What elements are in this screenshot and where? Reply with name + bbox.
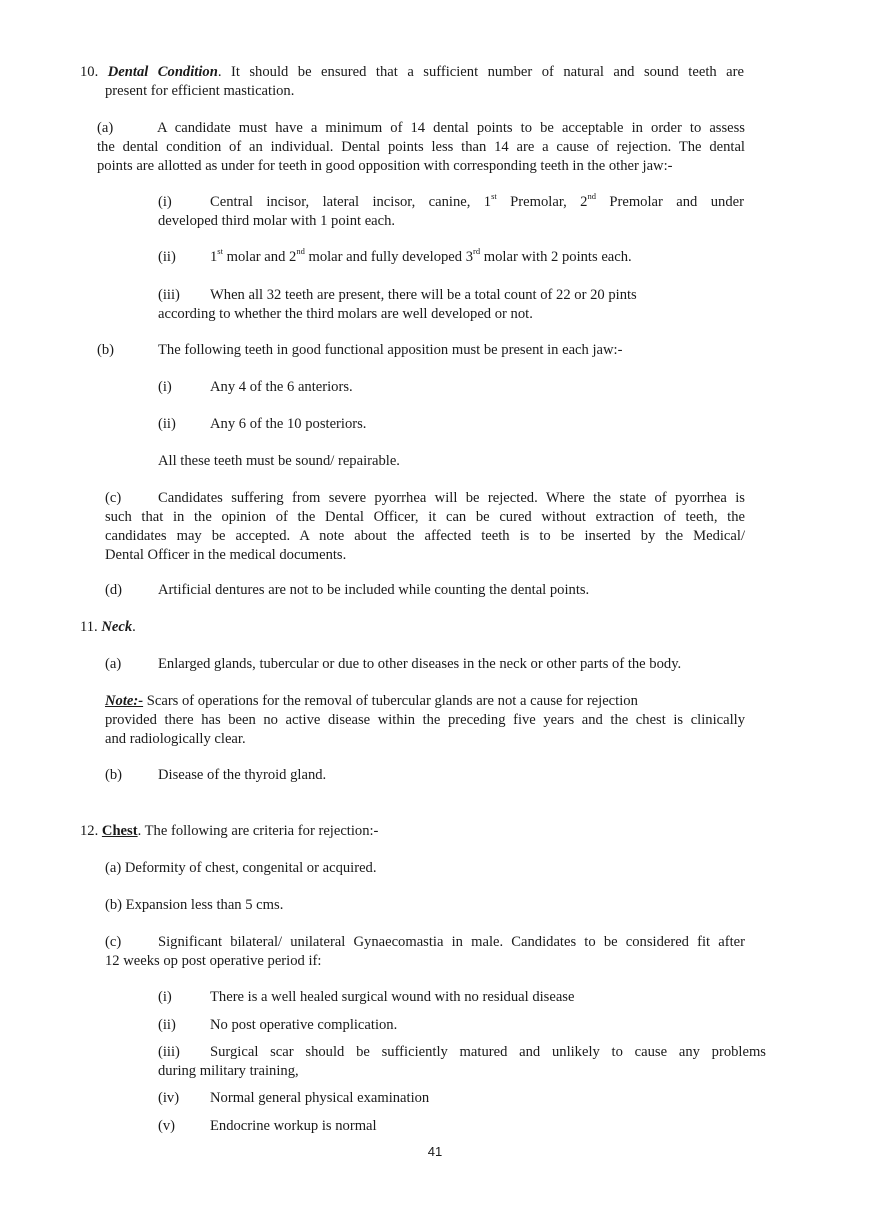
section-title: Neck bbox=[101, 619, 133, 635]
para-10a: (a) A candidate must have a minimum of 14 dental points to be acceptable in order to assess the dental condition of an individual. Dental points less than 14 are a cause of rejection. The dental points are allotted as under for teeth in good opposition with corresponding teeth in the other jaw:- bbox=[97, 120, 745, 174]
para-12a: (a) Deformity of chest, congenital or acquired. bbox=[105, 860, 377, 876]
para-12c-ii: (ii) No post operative complication. bbox=[158, 1017, 398, 1033]
para-10a-ii: (ii) 1st molar and 2nd molar and fully developed 3rd molar with 2 points each. bbox=[158, 246, 632, 265]
section-10-intro-cont: present for efficient mastication. bbox=[105, 83, 295, 99]
section-10-heading bbox=[80, 63, 744, 82]
para-10b: (b) The following teeth in good functional apposition must be present in each jaw:- bbox=[97, 342, 623, 358]
para-12c-iv: (iv) Normal general physical examination bbox=[158, 1090, 430, 1106]
para-10b-note: All these teeth must be sound/ repairable. bbox=[158, 453, 400, 469]
para-11b: (b) Disease of the thyroid gland. bbox=[105, 767, 327, 783]
para-12c-v: (v) Endocrine workup is normal bbox=[158, 1118, 377, 1134]
para-10a-iii: (iii) When all 32 teeth are present, there will be a total count of 22 or 20 pints according to whether the third molars are well developed or not. bbox=[158, 287, 637, 322]
para-11a: (a) Enlarged glands, tubercular or due to other diseases in the neck or other parts of the body. bbox=[105, 656, 682, 672]
para-12b: (b) Expansion less than 5 cms. bbox=[105, 897, 284, 913]
para-10b-ii: (ii) Any 6 of the 10 posteriors. bbox=[158, 416, 367, 432]
para-10b-i: (i) Any 4 of the 6 anteriors. bbox=[158, 379, 353, 395]
section-12-heading: 12. Chest. The following are criteria for rejection:- bbox=[80, 823, 379, 839]
page-number: 41 bbox=[427, 1144, 443, 1159]
para-12c: (c) Significant bilateral/ unilateral Gynaecomastia in male. Candidates to be considered fit after 12 weeks op post operative period if: bbox=[105, 934, 745, 969]
item-label: (a) bbox=[97, 120, 114, 136]
para-12c-i: (i) There is a well healed surgical wound with no residual disease bbox=[158, 989, 575, 1005]
para-10c: (c) Candidates suffering from severe pyorrhea will be rejected. Where the state of pyorrhea is such that in the opinion of the Dental Officer, it can be cured without extraction of teeth, the candidates may be accepted. A note about the affected teeth is to be inserted by the Medical/ Dental Officer in the medical documents. bbox=[105, 490, 745, 563]
para-12c-iii: (iii) Surgical scar should be sufficiently matured and unlikely to cause any problems during military training, bbox=[158, 1044, 766, 1079]
para-10d: (d) Artificial dentures are not to be included while counting the dental points. bbox=[105, 582, 590, 598]
section-intro: . It should be ensured that a sufficient number of natural and sound teeth are bbox=[217, 64, 744, 80]
section-11-heading: 11. Neck. bbox=[80, 619, 136, 635]
section-title: Dental Condition bbox=[107, 64, 218, 80]
note-label: Note:- bbox=[105, 693, 144, 709]
para-11-note: Note:- Scars of operations for the removal of tubercular glands are not a cause for rejection provided there has been no active disease within the preceding five years and the chest is clinically and radiologically clear. bbox=[105, 693, 745, 747]
section-number: 10. bbox=[80, 64, 99, 80]
section-title: Chest bbox=[101, 823, 138, 839]
para-10a-i: (i) Central incisor, lateral incisor, canine, 1st Premolar, 2nd Premolar and under developed third molar with 1 point each. bbox=[158, 191, 744, 229]
